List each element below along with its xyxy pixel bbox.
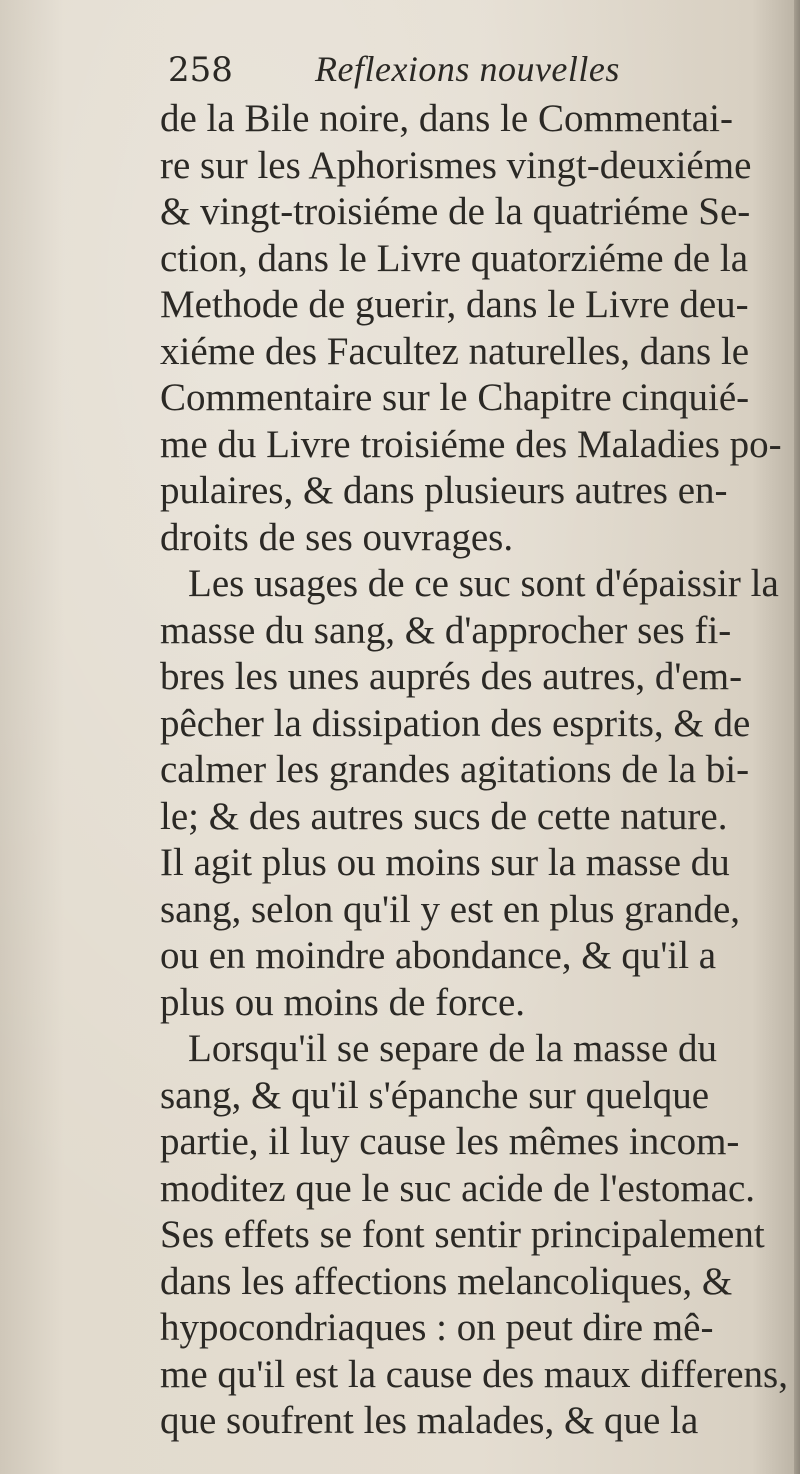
text-line: me du Livre troisiéme des Maladies po- xyxy=(160,422,782,466)
text-line: bres les unes auprés des autres, d'em- xyxy=(160,655,743,698)
text-line: de la Bile noire, dans le Commentai- xyxy=(160,97,733,140)
text-line: pulaires, & dans plusieurs autres en- xyxy=(160,469,728,512)
text-line: xiéme des Facultez naturelles, dans le xyxy=(160,329,750,373)
text-line: masse du sang, & d'approcher ses fi- xyxy=(160,608,732,652)
text-line: moditez que le suc acide de l'estomac. xyxy=(160,1166,756,1210)
paragraph-start-line: Les usages de ce suc sont d'épaissir la xyxy=(188,562,779,605)
text-line: que soufrent les malades, & que la xyxy=(160,1399,699,1442)
text-line: partie, il luy cause les mêmes incom- xyxy=(160,1120,740,1163)
text-line: re sur les Aphorismes vingt-deuxiéme xyxy=(160,143,752,187)
body-text xyxy=(160,96,790,1445)
text-line: & vingt-troisiéme de la quatriéme Se- xyxy=(160,190,751,233)
text-line: calmer les grandes agitations de la bi- xyxy=(160,748,750,791)
running-head: Reflexions nouvelles xyxy=(315,49,620,89)
text-line: le; & des autres sucs de cette nature. xyxy=(160,794,728,838)
text-line: Methode de guerir, dans le Livre deu- xyxy=(160,283,749,326)
page-header xyxy=(168,44,768,100)
text-line: droits de ses ouvrages. xyxy=(160,515,514,559)
text-line: me qu'il est la cause des maux differens, xyxy=(160,1352,788,1396)
text-line: dans les affections melancoliques, & xyxy=(160,1259,733,1303)
text-line: plus ou moins de force. xyxy=(160,980,526,1024)
text-line: Ses effets se font sentir principalement xyxy=(160,1213,765,1256)
text-line: sang, & qu'il s'épanche sur quelque xyxy=(160,1073,710,1117)
page-number: 258 xyxy=(168,50,233,90)
text-line: Commentaire sur le Chapitre cinquié- xyxy=(160,376,750,419)
text-line: pêcher la dissipation des esprits, & de xyxy=(160,701,751,745)
text-line: sang, selon qu'il y est en plus grande, xyxy=(160,887,741,931)
paragraph-start-line: Lorsqu'il se separe de la masse du xyxy=(188,1027,718,1070)
text-line: ction, dans le Livre quatorziéme de la xyxy=(160,236,749,280)
text-line: Il agit plus ou moins sur la masse du xyxy=(160,841,730,884)
page-edge xyxy=(794,0,800,1474)
text-line: ou en moindre abondance, & qu'il a xyxy=(160,934,717,977)
text-line: hypocondriaques : on peut dire mê- xyxy=(160,1306,714,1349)
